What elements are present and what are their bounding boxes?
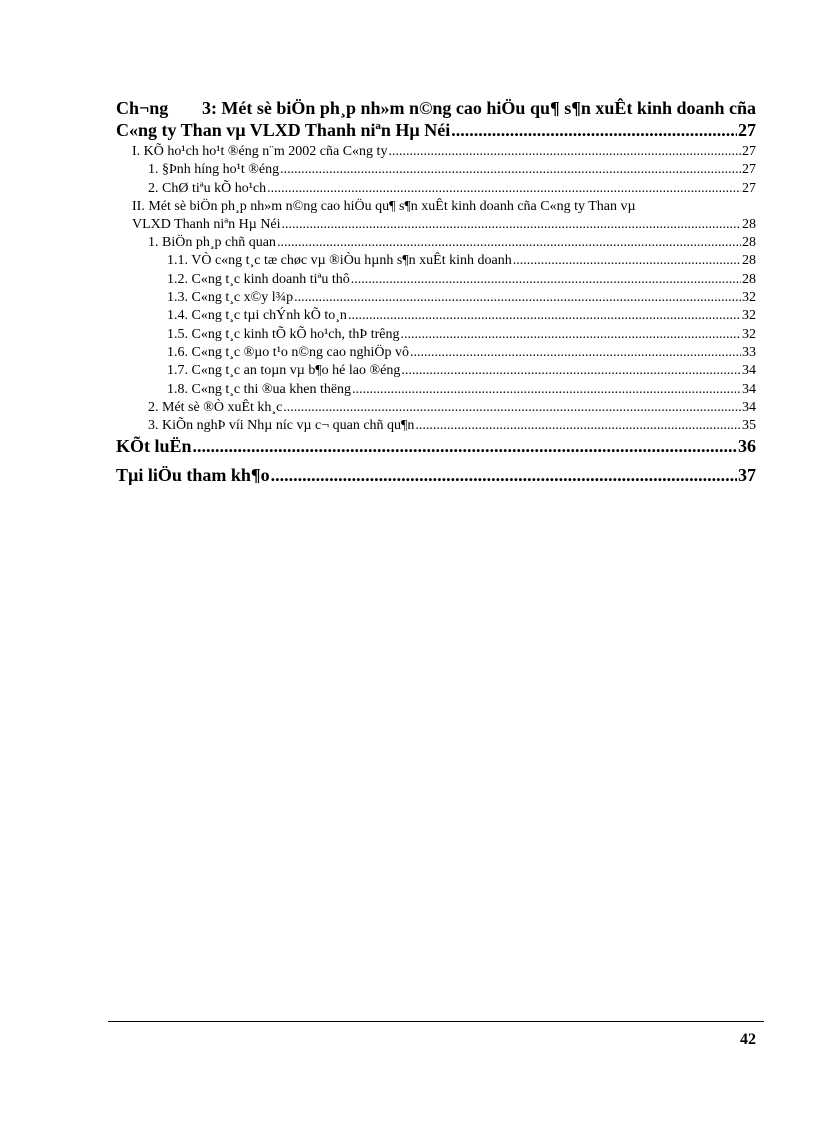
table-of-contents	[116, 97, 756, 490]
toc-entry-title: 1.1. VÒ c«ng t¸c tæ chøc vµ ®iÒu hµnh s¶n xuÊt kinh doanh	[167, 253, 512, 269]
toc-entry	[116, 418, 756, 436]
toc-entry-page: 27	[738, 120, 756, 140]
toc-entry	[116, 400, 756, 418]
toc-entry	[116, 382, 756, 400]
toc-entry-page: 34	[742, 399, 756, 415]
toc-entry	[116, 272, 756, 290]
toc-entry-title: 1.5. C«ng t¸c kinh tÕ kÕ ho¹ch, thÞ trêng	[167, 326, 400, 342]
toc-entry-page: 28	[742, 253, 756, 269]
toc-entry	[116, 327, 756, 345]
toc-entry-title: 1.3. C«ng t¸c x©y l¾p	[167, 290, 294, 306]
toc-entry-title: 1. BiÖn ph¸p chñ quan	[148, 235, 276, 251]
toc-entry	[116, 181, 756, 199]
toc-entry-wrap-line: II. Mét sè biÖn ph¸p nh»m n©ng cao hiÖu qu¶ s¶n xuÊt kinh doanh cña C«ng ty Than vµ	[132, 198, 636, 214]
toc-entry	[116, 162, 756, 180]
toc-entry-title: KÕt luËn	[116, 436, 192, 457]
toc-entry-page: 28	[742, 235, 756, 251]
toc-chapter-3-heading: 3: Mét sè biÖn ph¸p nh»m n©ng cao hiÖu qu¶ s¶n xuÊt kinh doanh cña	[201, 98, 756, 118]
toc-entry-page: 35	[742, 418, 756, 434]
toc-chapter-3-line2	[116, 119, 756, 144]
dot-leader	[352, 382, 741, 398]
dot-leader	[400, 327, 741, 343]
dot-leader	[294, 290, 741, 306]
toc-entry-title: 1.2. C«ng t¸c kinh doanh tiªu thô	[167, 271, 350, 287]
toc-entry	[116, 363, 756, 381]
dot-leader	[283, 400, 741, 416]
toc-entry	[116, 144, 756, 162]
dot-leader	[267, 181, 741, 197]
toc-entry-title: 1. §Þnh híng ho¹t ®éng	[148, 162, 280, 178]
toc-entry-page: 32	[742, 326, 756, 342]
dot-leader	[280, 162, 741, 178]
toc-entry-page: 36	[738, 436, 756, 457]
dot-leader	[388, 144, 741, 160]
toc-entry	[116, 235, 756, 253]
page-number: 42	[740, 1031, 756, 1048]
toc-chapter-3	[116, 97, 756, 144]
dot-leader	[410, 345, 741, 361]
dot-leader	[277, 235, 741, 251]
toc-entry-title: 1.7. C«ng t¸c an toµn vµ b¶o hé lao ®éng	[167, 363, 401, 379]
toc-entry-page: 28	[742, 216, 756, 232]
toc-entry-page: 32	[742, 290, 756, 306]
toc-entry	[116, 217, 756, 235]
dot-leader	[513, 253, 741, 269]
footer-divider	[108, 1021, 764, 1022]
toc-entry-title: 1.6. C«ng t¸c ®µo t¹o n©ng cao nghiÖp vô	[167, 344, 409, 360]
toc-entry	[116, 290, 756, 308]
toc-entry-page: 34	[742, 363, 756, 379]
toc-entry-page: 28	[742, 271, 756, 287]
toc-entry-page: 27	[742, 180, 756, 196]
dot-leader	[193, 436, 737, 457]
toc-chapter-3-prefix: Ch¬ng	[116, 98, 169, 118]
toc-entry-title: I. KÕ ho¹ch ho¹t ®éng n¨m 2002 cña C«ng ty	[132, 144, 388, 159]
toc-entry-page: 27	[742, 144, 756, 159]
toc-references	[116, 465, 756, 490]
toc-entry-page: 32	[742, 308, 756, 324]
dot-leader	[282, 217, 741, 233]
toc-entry-page: 34	[742, 381, 756, 397]
toc-entry	[116, 345, 756, 363]
toc-entry	[116, 308, 756, 326]
toc-entry-title: 2. ChØ tiªu kÕ ho¹ch	[148, 180, 267, 196]
dot-leader	[401, 363, 741, 379]
toc-chapter-3-line1	[116, 97, 756, 119]
dot-leader	[451, 119, 737, 141]
dot-leader	[415, 418, 741, 434]
dot-leader	[271, 465, 737, 486]
toc-entry-title: 3. KiÕn nghÞ víi Nhµ níc vµ c¬ quan chñ qu¶n	[148, 418, 415, 434]
dot-leader	[351, 272, 741, 288]
dot-leader	[348, 308, 741, 324]
toc-entry-page: 33	[742, 344, 756, 360]
toc-entry-title: Tµi liÖu tham kh¶o	[116, 465, 270, 486]
toc-entry-title: VLXD Thanh niªn Hµ Néi	[132, 216, 281, 232]
toc-conclusion	[116, 436, 756, 461]
toc-entry-title: 1.4. C«ng t¸c tµi chÝnh kÕ to¸n	[167, 308, 347, 324]
toc-entry-title: 2. Mét sè ®Ò xuÊt kh¸c	[148, 399, 283, 415]
toc-entry-page: 27	[742, 162, 756, 178]
toc-entry-title: C«ng ty Than vµ VLXD Thanh niªn Hµ Néi	[116, 120, 451, 140]
toc-entry-title: 1.8. C«ng t¸c thi ®ua khen thëng	[167, 381, 352, 397]
toc-entry-page: 37	[738, 465, 756, 486]
toc-entry	[116, 253, 756, 271]
